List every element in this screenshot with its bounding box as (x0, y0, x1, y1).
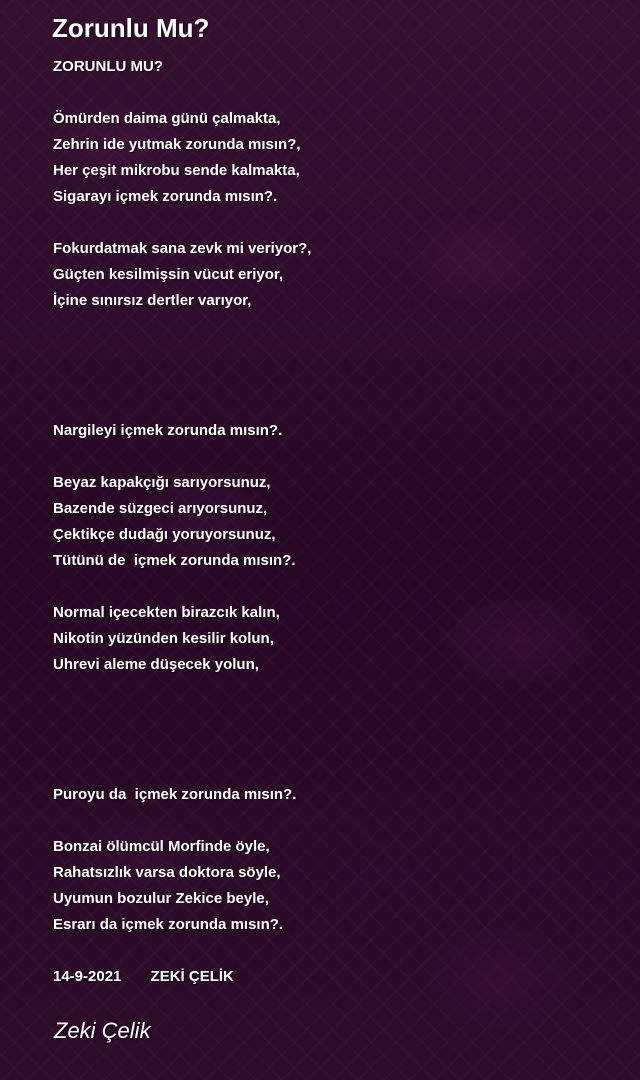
poem-line: Uyumun bozulur Zekice beyle, (53, 890, 269, 907)
poem-line: Nargileyi içmek zorunda mısın?. (53, 422, 283, 439)
poem-line: Esrarı da içmek zorunda mısın?. (53, 916, 284, 933)
poem-line: ZORUNLU MU? (53, 58, 163, 75)
author-signature: Zeki Çelik (54, 1018, 151, 1043)
poem-blank-line (53, 366, 613, 392)
poem-line: Güçten kesilmişsin vücut eriyor, (53, 266, 284, 283)
poem-blank-line (53, 808, 613, 834)
poem-blank-line (53, 314, 613, 340)
poem-line: Her çeşit mikrobu sende kalmakta, (53, 162, 300, 179)
poem-blank-line (53, 938, 613, 964)
poem-line: 14-9-2021 ZEKİ ÇELİK (53, 968, 234, 985)
poem-blank-line (53, 392, 613, 418)
poem-line: Bonzai ölümcül Morfinde öyle, (53, 838, 270, 855)
poem-blank-line (53, 444, 613, 470)
poem-line: Ömürden daima günü çalmakta, (53, 110, 281, 127)
poem-title: Zorunlu Mu? (52, 13, 210, 43)
poem-line: Nikotin yüzünden kesilir kolun, (53, 630, 274, 647)
poem-body (53, 54, 613, 990)
poem-line: Fokurdatmak sana zevk mi veriyor?, (53, 240, 312, 257)
poem-blank-line (53, 340, 613, 366)
poem-line: Sigarayı içmek zorunda mısın?. (53, 188, 278, 205)
poem-blank-line (53, 730, 613, 756)
poem-line: Normal içecekten birazcık kalın, (53, 604, 280, 621)
poem-line: Uhrevi aleme düşecek yolun, (53, 656, 259, 673)
poem-line: Zehrin ide yutmak zorunda mısın?, (53, 136, 301, 153)
poem-line: Bazende süzgeci arıyorsunuz, (53, 500, 268, 517)
poem-blank-line (53, 704, 613, 730)
poem-line: Çektikçe dudağı yoruyorsunuz, (53, 526, 276, 543)
poem-blank-line (53, 756, 613, 782)
poem-blank-line (53, 678, 613, 704)
poem-blank-line (53, 80, 613, 106)
poem-line: Rahatsızlık varsa doktora söyle, (53, 864, 281, 881)
poem-blank-line (53, 574, 613, 600)
poem-line: Tütünü de içmek zorunda mısın?. (53, 552, 296, 569)
poem-line: İçine sınırsız dertler varıyor, (53, 292, 252, 309)
poem-line: Puroyu da içmek zorunda mısın?. (53, 786, 297, 803)
poem-blank-line (53, 210, 613, 236)
poem-line: Beyaz kapakçığı sarıyorsunuz, (53, 474, 271, 491)
